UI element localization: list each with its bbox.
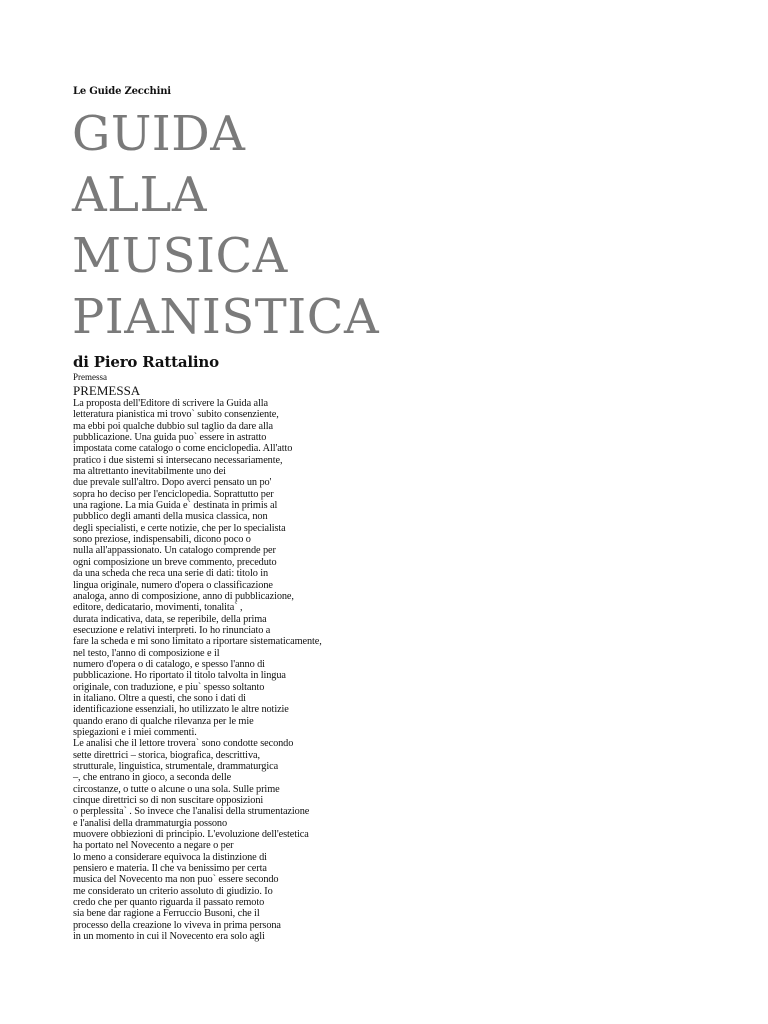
body-line: sia bene dar ragione a Ferruccio Busoni, che il: [73, 908, 260, 920]
body-line: processo della creazione lo viveva in prima persona: [73, 919, 281, 931]
body-line: pensiero e materia. Il che va benissimo per certa: [73, 863, 267, 875]
body-line: circostanze, o tutte o alcune o una sola. Sulle prime: [73, 783, 280, 795]
body-line: nulla all'appassionato. Un catalogo comprende per: [73, 545, 276, 557]
body-line: lingua originale, numero d'opera o classificazione: [73, 579, 273, 591]
title-line: MUSICA: [72, 228, 288, 284]
body-line: muovere obbiezioni di principio. L'evoluzione dell'estetica: [73, 829, 309, 841]
body-line: pubblicazione. Una guida puo` essere in astratto: [73, 432, 267, 444]
body-line: durata indicativa, data, se reperibile, della prima: [73, 613, 267, 625]
body-line: –, che entrano in gioco, a seconda delle: [73, 772, 232, 784]
section-heading: PREMESSA: [73, 383, 141, 398]
body-line: pubblico degli amanti della musica classica, non: [73, 511, 268, 523]
body-line: originale, con traduzione, e piu` spesso soltanto: [73, 681, 265, 693]
body-line: quando erano di qualche rilevanza per le mie: [73, 715, 254, 727]
body-line: musica del Novecento ma non puo` essere secondo: [73, 874, 279, 886]
body-line: sette direttrici – storica, biografica, descrittiva,: [73, 749, 260, 761]
body-line: sono preziose, indispensabili, dicono poco o: [73, 534, 251, 546]
body-line: ogni composizione un breve commento, preceduto: [73, 556, 277, 568]
body-line: degli specialisti, e certe notizie, che per lo specialista: [73, 522, 286, 534]
series-name: Le Guide Zecchini: [73, 86, 171, 97]
body-line: pubblicazione. Ho riportato il titolo talvolta in lingua: [73, 670, 286, 682]
body-line: esecuzione e relativi interpreti. Io ho rinunciato a: [73, 624, 271, 636]
body-line: ma altrettanto inevitabilmente uno dei: [73, 466, 226, 478]
body-line: da una scheda che reca una serie di dati: titolo in: [73, 568, 269, 580]
body-line: me considerato un criterio assoluto di giudizio. Io: [73, 885, 273, 897]
body-line: pratico i due sistemi si intersecano necessariamente,: [73, 454, 283, 466]
body-line: credo che per quanto riguarda il passato remoto: [73, 897, 265, 909]
body-line: in italiano. Oltre a questi, che sono i dati di: [73, 692, 246, 704]
body-line: letteratura pianistica mi trovo` subito consenziente,: [73, 409, 279, 421]
body-line: fare la scheda e mi sono limitato a riportare sistematicamente,: [73, 636, 322, 648]
body-line: lo meno a considerare equivoca la distinzione di: [73, 851, 267, 863]
body-line: identificazione essenziali, ho utilizzato le altre notizie: [73, 704, 289, 716]
body-line: editore, dedicatario, movimenti, tonalita` ,: [73, 602, 243, 614]
body-line: strutturale, linguistica, strumentale, drammaturgica: [73, 761, 279, 772]
book-title: [72, 104, 379, 348]
body-line: ha portato nel Novecento a negare o per: [73, 840, 234, 852]
body-line: spiegazioni e i miei commenti.: [73, 726, 197, 738]
body-line: in un momento in cui il Novecento era solo agli: [73, 931, 265, 943]
body-text: [73, 398, 363, 943]
body-line: due prevale sull'altro. Dopo averci pensato un po': [73, 477, 272, 489]
body-line: analoga, anno di composizione, anno di pubblicazione,: [73, 590, 294, 602]
body-line: cinque direttrici so di non suscitare opposizioni: [73, 795, 264, 807]
body-line: ma ebbi poi qualche dubbio sul taglio da dare alla: [73, 420, 274, 432]
body-line: La proposta dell'Editore di scrivere la Guida alla: [73, 398, 268, 409]
body-line: impostata come catalogo o come enciclopedia. All'atto: [73, 443, 293, 455]
body-line: o perplessita` . So invece che l'analisi della strumentazione: [73, 806, 310, 818]
section-running-label: Premessa: [73, 372, 107, 382]
body-line: una ragione. La mia Guida e` destinata in primis al: [73, 500, 278, 512]
author-name: di Piero Rattalino: [73, 353, 219, 371]
title-line: GUIDA: [72, 106, 246, 162]
body-line: numero d'opera o di catalogo, e spesso l'anno di: [73, 658, 265, 670]
title-line: ALLA: [72, 167, 208, 223]
body-line: nel testo, l'anno di composizione e il: [73, 647, 220, 659]
body-line: Le analisi che il lettore trovera` sono condotte secondo: [73, 738, 294, 750]
body-line: sopra ho deciso per l'enciclopedia. Soprattutto per: [73, 488, 274, 500]
body-line: e l'analisi della drammaturgia possono: [73, 817, 227, 829]
title-line: PIANISTICA: [72, 289, 380, 345]
